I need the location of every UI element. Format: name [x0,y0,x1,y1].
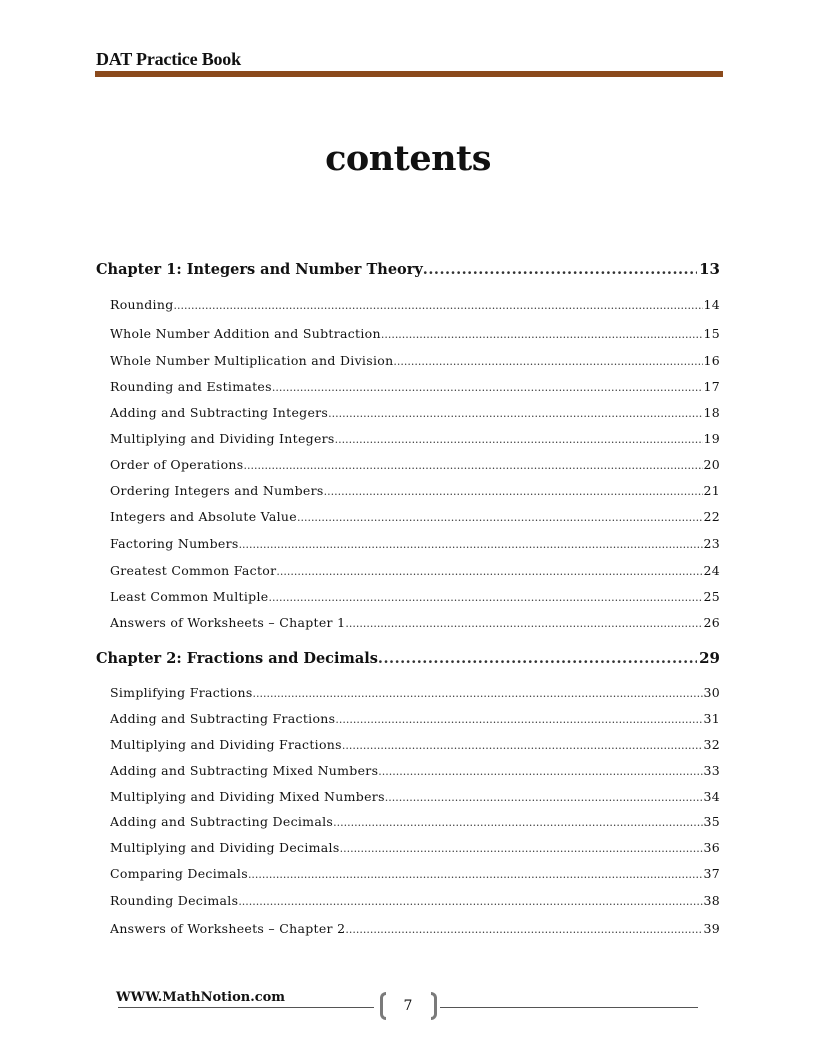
toc-item[interactable] [110,921,720,936]
toc-item[interactable] [110,893,720,908]
chapter-page-number: 29 [699,649,720,667]
toc-item[interactable] [110,297,720,312]
dot-leader [393,355,703,368]
toc-item-page: 34 [703,789,720,804]
header-divider [95,71,723,77]
dot-leader [328,407,703,420]
toc-item-label: Least Common Multiple [110,589,269,604]
toc-item-page: 33 [703,763,720,778]
toc-item-page: 20 [703,457,720,472]
toc-item-label: Rounding Decimals [110,893,239,908]
toc-item-label: Answers of Worksheets – Chapter 1 [110,615,346,630]
toc-item-page: 39 [703,921,720,936]
left-bracket-icon [380,992,386,1020]
toc-item-page: 37 [703,866,720,881]
toc-item-label: Adding and Subtracting Integers [110,405,329,420]
toc-item-label: Whole Number Multiplication and Division [110,353,394,368]
toc-item-label: Comparing Decimals [110,866,248,881]
toc-item-page: 23 [703,536,720,551]
dot-leader [378,765,703,778]
dot-leader [324,485,704,498]
toc-item[interactable] [110,431,720,446]
toc-item-page: 38 [703,893,720,908]
dot-leader [272,381,704,394]
toc-item-page: 21 [703,483,720,498]
toc-item[interactable] [110,763,720,778]
toc-item[interactable] [110,483,720,498]
dot-leader [342,739,704,752]
dot-leader [276,565,703,578]
toc-item-page: 18 [703,405,720,420]
toc-item-page: 14 [703,297,720,312]
toc-item[interactable] [110,457,720,472]
toc-item[interactable] [110,866,720,881]
dot-leader [423,261,697,278]
toc-chapter-2[interactable] [96,649,720,667]
book-title: DAT Practice Book [96,49,241,69]
toc-item-page: 36 [703,840,720,855]
toc-item-label: Rounding and Estimates [110,379,272,394]
toc-item-page: 17 [703,379,720,394]
dot-leader [340,842,704,855]
toc-item[interactable] [110,840,720,855]
dot-leader [335,713,703,726]
toc-item-page: 25 [703,589,720,604]
toc-item-page: 24 [703,563,720,578]
toc-item-label: Answers of Worksheets – Chapter 2 [110,921,346,936]
dot-leader [248,868,704,881]
chapter-title: Chapter 1: Integers and Number Theory [96,261,423,278]
toc-item[interactable] [110,814,720,829]
toc-item-page: 35 [703,814,720,829]
dot-leader [345,617,703,630]
dot-leader [297,511,704,524]
toc-item[interactable] [110,326,720,341]
toc-item-page: 16 [703,353,720,368]
toc-item[interactable] [110,536,720,551]
toc-item[interactable] [110,353,720,368]
toc-item-page: 19 [703,431,720,446]
toc-item[interactable] [110,685,720,700]
toc-item-label: Multiplying and Dividing Mixed Numbers [110,789,385,804]
toc-item-label: Adding and Subtracting Mixed Numbers [110,763,379,778]
toc-item-label: Integers and Absolute Value [110,509,297,524]
toc-item[interactable] [110,509,720,524]
footer-divider-left [118,1007,374,1008]
toc-item-label: Multiplying and Dividing Decimals [110,840,340,855]
toc-item-label: Multiplying and Dividing Fractions [110,737,342,752]
toc-item-page: 31 [703,711,720,726]
toc-item-label: Factoring Numbers [110,536,239,551]
dot-leader [253,687,704,700]
toc-item[interactable] [110,563,720,578]
toc-item-label: Simplifying Fractions [110,685,253,700]
toc-item-label: Whole Number Addition and Subtraction [110,326,381,341]
toc-item-label: Rounding [110,297,174,312]
toc-item[interactable] [110,737,720,752]
dot-leader [238,895,703,908]
dot-leader [268,591,703,604]
toc-item-label: Adding and Subtracting Decimals [110,814,334,829]
toc-item-label: Ordering Integers and Numbers [110,483,324,498]
page-number: 7 [403,998,413,1014]
toc-item-label: Greatest Common Factor [110,563,277,578]
toc-item-label: Adding and Subtracting Fractions [110,711,336,726]
toc-item[interactable] [110,589,720,604]
toc-item-label: Order of Operations [110,457,244,472]
dot-leader [174,299,704,312]
dot-leader [378,650,697,667]
chapter-page-number: 13 [699,260,720,278]
toc-item-page: 30 [703,685,720,700]
dot-leader [345,923,703,936]
toc-item-page: 26 [703,615,720,630]
toc-item[interactable] [110,711,720,726]
dot-leader [381,328,704,341]
footer-divider-right [440,1007,698,1008]
chapter-title: Chapter 2: Fractions and Decimals [96,650,378,667]
right-bracket-icon [431,992,437,1020]
toc-item-label: Multiplying and Dividing Integers [110,431,335,446]
toc-item-page: 32 [703,737,720,752]
toc-item[interactable] [110,615,720,630]
dot-leader [385,791,704,804]
dot-leader [243,459,703,472]
toc-chapter-1[interactable] [96,260,720,278]
dot-leader [333,816,703,829]
toc-item-page: 15 [703,326,720,341]
website-link[interactable]: WWW.MathNotion.com [116,990,286,1005]
toc-item-page: 22 [703,509,720,524]
toc-item[interactable] [110,405,720,420]
toc-item[interactable] [110,379,720,394]
page-title: contents [325,138,491,179]
dot-leader [335,433,704,446]
toc-item[interactable] [110,789,720,804]
dot-leader [239,538,704,551]
